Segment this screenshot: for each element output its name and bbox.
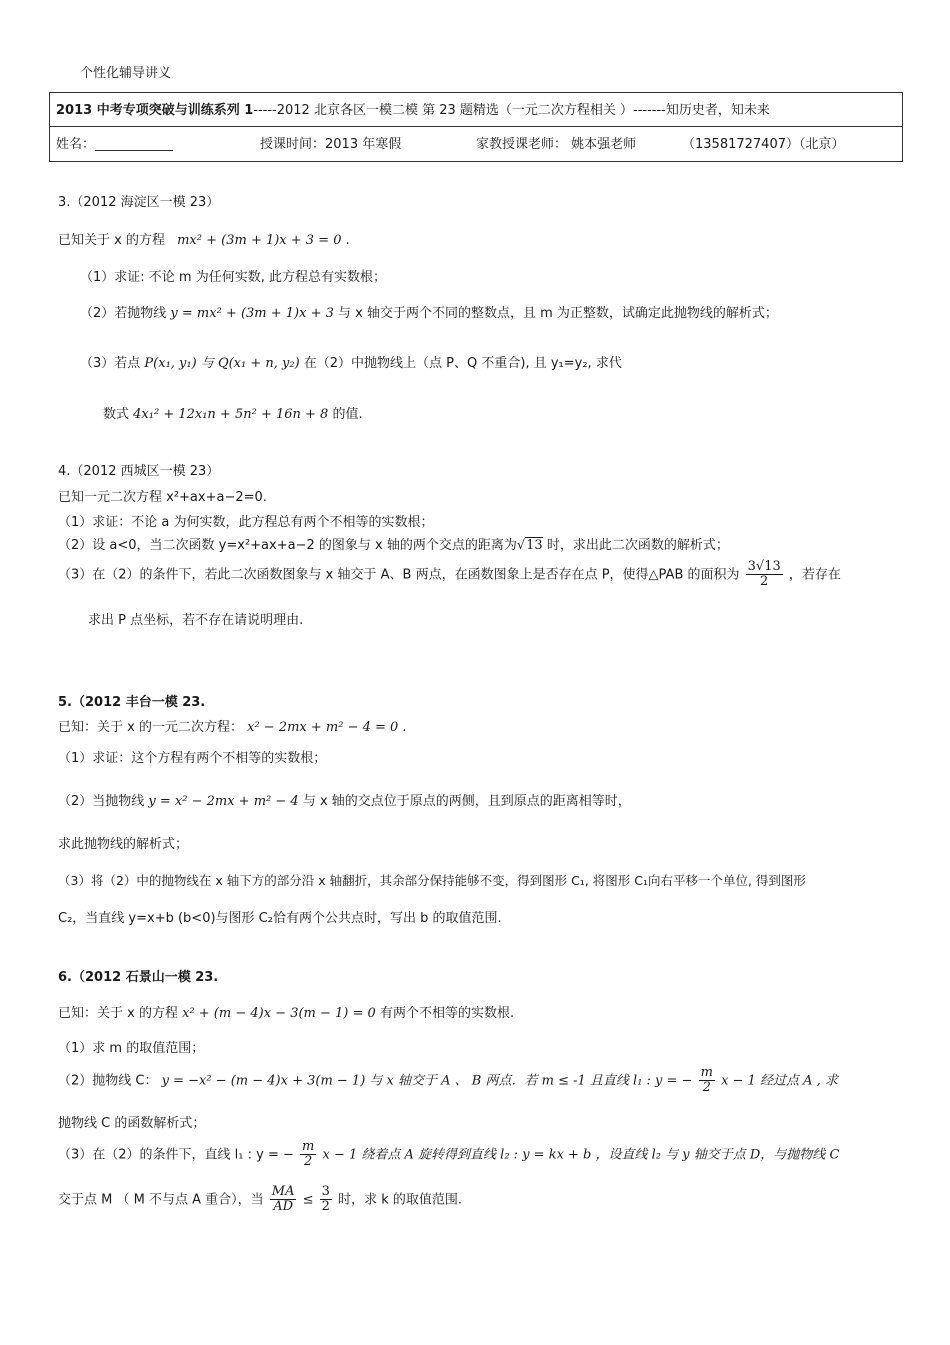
problem-6-slope-fraction-2 — [300, 1140, 316, 1170]
problem-4-part-3-b: ，若存在 — [788, 567, 841, 583]
ratio-fraction — [270, 1185, 297, 1215]
problem-6-equation: x² + (m − 4)x − 3(m − 1) = 0 — [182, 1006, 376, 1021]
problem-3-title: 3.（2012 海淀区一模 23） — [58, 195, 220, 210]
problem-5-title: 5.（2012 丰台一模 23. — [58, 695, 206, 710]
problem-4-area-fraction — [746, 560, 783, 590]
problem-6-part-3-c: 交于点 M （ M 不与点 A 重合），当 — [58, 1192, 264, 1208]
fraction-denominator: AD — [273, 1199, 294, 1215]
problem-4-sqrt: 13 — [526, 538, 543, 553]
problem-3-part-2-a: （2）若抛物线 — [80, 306, 167, 321]
problem-3-part-3-c-pre: 数式 — [103, 407, 130, 422]
fraction-numerator: m — [700, 1065, 713, 1080]
problem-6-part-2-c: x − 1 经过点 A , 求 — [721, 1073, 838, 1089]
fraction-numerator: m — [302, 1139, 315, 1154]
problem-3-part-1: （1）求证: 不论 m 为任何实数, 此方程总有实数根； — [80, 270, 386, 285]
problem-3-part-3-cont — [103, 403, 363, 422]
problem-4-part-2: （2）设 a<0，当二次函数 y=x²+ax+a−2 的图象与 x 轴的两个交点的距离为√13 时，求出此二次函数的解析式； — [58, 538, 729, 553]
series-title-rest: -----2012 北京各区一模二模 第 23 题精选（一元二次方程相关 ）-------知历史者，知未来 — [253, 103, 770, 118]
series-title-bold: 2013 中考专项突破与训练系列 1 — [56, 103, 254, 118]
problem-6-part-1: （1）求 m 的取值范围； — [58, 1041, 205, 1056]
problem-4-part-1: （1）求证：不论 a 为何实数，此方程总有两个不相等的实数根； — [58, 515, 434, 530]
fraction-denominator: 2 — [702, 1080, 711, 1096]
problem-6-part-2-eq: y = −x² − (m − 4)x + 3(m − 1) — [161, 1073, 366, 1089]
problem-5-intro — [58, 716, 407, 735]
problem-6-title: 6.（2012 石景山一模 23. — [58, 970, 219, 985]
problem-5-part-2-b: 与 x 轴的交点位于原点的两侧，且到原点的距离相等时， — [302, 794, 631, 809]
student-name-field: 姓名：____________ — [56, 137, 174, 152]
problem-6-part-2 — [58, 1066, 838, 1096]
problem-4-part-3-a: （3）在（2）的条件下，若此二次函数图象与 x 轴交于 A、B 两点，在函数图象上是否存在点 P，使得△PAB 的面积为 — [58, 567, 740, 583]
problem-6-part-2-b: 与 x 轴交于 A 、 B 两点．若 m ≤ -1 且直线 l₁ : y = − — [369, 1073, 693, 1089]
fraction-numerator: 3 — [321, 1184, 330, 1199]
problem-5-equation: x² − 2mx + m² − 4 = 0 . — [247, 720, 407, 735]
document-header-label: 个性化辅导讲义 — [80, 66, 172, 81]
teacher-contact: （13581727407）（北京） — [682, 137, 845, 152]
problem-5-part-2-a: （2）当抛物线 — [58, 794, 145, 809]
fraction-denominator: 2 — [321, 1199, 330, 1215]
fraction-denominator: 2 — [304, 1154, 313, 1170]
info-table — [49, 92, 903, 162]
problem-3-part-2 — [80, 302, 778, 321]
problem-6-part-2-a: （2）抛物线 C： — [58, 1073, 158, 1089]
problem-5-part-3: （3）将（2）中的抛物线在 x 轴下方的部分沿 x 轴翻折，其余部分保持能够不变，得到图形 C₁, 将图形 C₁向右平移一个单位, 得到图形 — [58, 873, 806, 888]
series-title — [56, 99, 770, 118]
problem-6-intro — [58, 1002, 514, 1021]
problem-3-part-3-b: 在（2）中抛物线上（点 P、Q 不重合), 且 y₁=y₂, 求代 — [303, 356, 622, 371]
problem-6-intro-b: 有两个不相等的实数根. — [379, 1006, 515, 1021]
problem-5-part-2 — [58, 790, 631, 809]
fraction-numerator: 3√13 — [747, 559, 781, 574]
problem-6-part-2-cont: 抛物线 C 的函数解析式； — [58, 1116, 206, 1131]
problem-3-part-3 — [80, 352, 622, 371]
problem-6-intro-a: 已知：关于 x 的方程 — [58, 1006, 178, 1021]
problem-4-title: 4.（2012 西城区一模 23） — [58, 464, 220, 479]
problem-5-part-2-eq: y = x² − 2mx + m² − 4 — [148, 794, 299, 809]
lesson-time: 授课时间：2013 年寒假 — [260, 137, 402, 152]
problem-6-part-3-e: 时，求 k 的取值范围. — [338, 1192, 463, 1208]
problem-3-equation: mx² + (3m + 1)x + 3 = 0 . — [177, 233, 350, 248]
problem-4-part-3-cont: 求出 P 点坐标，若不存在请说明理由. — [88, 613, 304, 628]
problem-3-part-3-c-eq: 4x₁² + 12x₁n + 5n² + 16n + 8 — [133, 407, 329, 422]
table-divider — [50, 126, 902, 127]
problem-5-part-2-cont: 求此抛物线的解析式； — [58, 837, 189, 852]
fraction-denominator: 2 — [760, 574, 769, 590]
problem-6-part-3-a: （3）在（2）的条件下，直线 l₁ : y = − — [58, 1147, 294, 1163]
problem-3-part-3-a: （3）若点 — [80, 356, 141, 371]
problem-3-intro — [58, 229, 350, 248]
problem-3-part-2-b: 与 x 轴交于两个不同的整数点，且 m 为正整数，试确定此抛物线的解析式； — [338, 306, 778, 321]
problem-5-part-3-cont: C₂，当直线 y=x+b (b<0)与图形 C₂恰有两个公共点时，写出 b 的取值范围. — [58, 911, 502, 926]
problem-6-part-3-cont — [58, 1185, 462, 1215]
problem-3-part-3-points: P(x₁, y₁) 与 Q(x₁ + n, y₂) — [144, 356, 300, 371]
problem-6-slope-fraction — [699, 1066, 715, 1096]
teacher-name: 家教授课老师： 姚本强老师 — [476, 137, 637, 152]
problem-4-part-2-b: 时，求出此二次函数的解析式； — [546, 538, 729, 553]
problem-4-part-2-a: （2）设 a<0，当二次函数 y=x²+ax+a−2 的图象与 x 轴的两个交点的距离为 — [58, 538, 517, 553]
problem-3-part-2-eq: y = mx² + (3m + 1)x + 3 — [170, 306, 334, 321]
bound-fraction — [320, 1185, 332, 1215]
problem-4-part-3 — [58, 560, 841, 590]
problem-4-intro: 已知一元二次方程 x²+ax+a−2=0. — [58, 490, 267, 505]
problem-3-intro-text: 已知关于 x 的方程 — [58, 233, 165, 248]
fraction-numerator: MA — [271, 1184, 295, 1199]
less-equal-sign: ≤ — [302, 1192, 314, 1208]
problem-3-part-3-c-post: 的值. — [332, 407, 363, 422]
problem-6-part-3-b: x − 1 绕着点 A 旋转得到直线 l₂ : y = kx + b ，设直线 l₂ 与 y 轴交于点 D，与抛物线 C — [322, 1147, 840, 1163]
problem-6-part-3 — [58, 1140, 839, 1170]
problem-5-part-1: （1）求证：这个方程有两个不相等的实数根； — [58, 751, 327, 766]
problem-5-intro-a: 已知：关于 x 的一元二次方程： — [58, 720, 243, 735]
